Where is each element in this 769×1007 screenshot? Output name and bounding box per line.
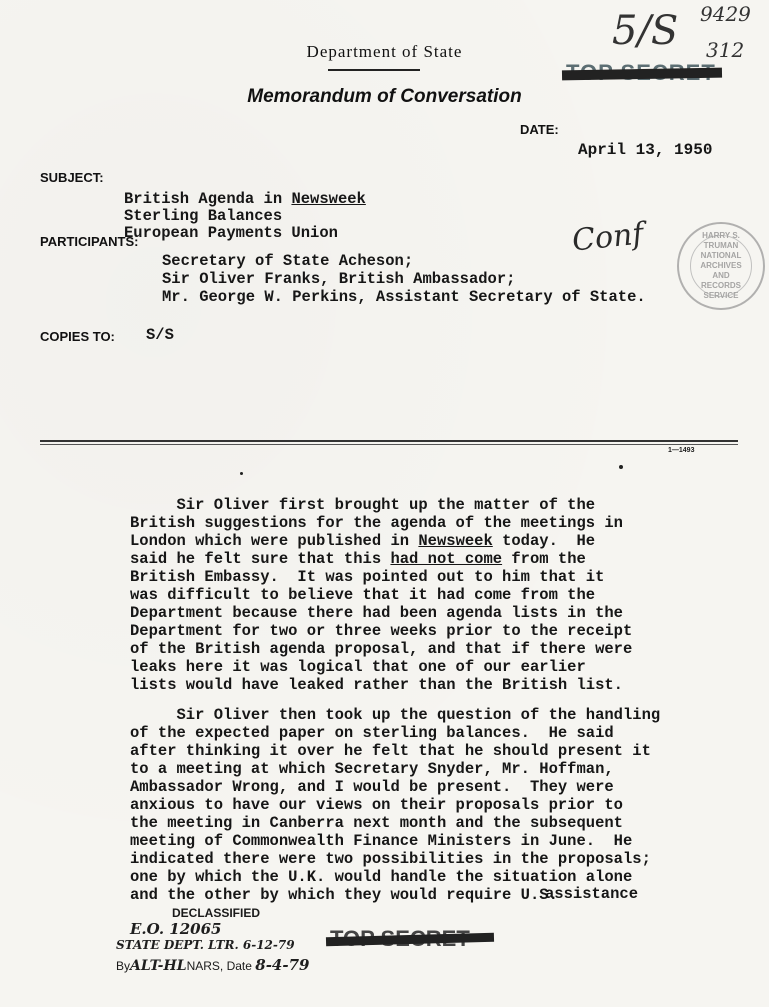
subject-underlined-text: Newsweek xyxy=(291,190,366,208)
handwritten-number: 9429 xyxy=(700,2,751,26)
form-number: 1—1493 xyxy=(668,447,695,454)
body-text: London which were published in xyxy=(130,532,419,550)
body-p2-line: Sir Oliver then took up the question of the handling xyxy=(130,706,661,724)
date-label: DATE: xyxy=(520,122,559,137)
body-p1-line: was difficult to believe that it had come from the xyxy=(130,586,596,604)
body-p2-line: of the expected paper on sterling balances. He said xyxy=(130,724,614,742)
body-text: today. He xyxy=(492,532,596,550)
body-p2-line: to a meeting at which Secretary Snyder, Mr. Hoffman, xyxy=(130,760,614,778)
stray-mark xyxy=(240,472,243,475)
stamp-text: NATIONAL xyxy=(700,251,742,260)
participant-line-3: Mr. George W. Perkins, Assistant Secretary of State. xyxy=(162,288,646,306)
declassified-title: DECLASSIFIED xyxy=(172,906,261,920)
section-divider xyxy=(40,444,738,445)
stray-mark xyxy=(619,465,623,469)
department-title: Department of State xyxy=(306,42,463,61)
subject-text: British Agenda in xyxy=(124,190,292,208)
participant-line-2: Sir Oliver Franks, British Ambassador; xyxy=(162,270,516,288)
body-p1-line: Sir Oliver first brought up the matter of the xyxy=(130,496,596,514)
declass-letter: STATE DEPT. LTR. 6-12-79 xyxy=(116,938,295,952)
declass-by-line xyxy=(116,956,309,974)
declass-date: 8-4-79 xyxy=(255,956,310,974)
continuation-word: assistance xyxy=(545,885,639,903)
declass-text: By xyxy=(116,959,131,973)
body-p2-line: Ambassador Wrong, and I would be present. They were xyxy=(130,778,614,796)
copies-to-value: S/S xyxy=(146,326,174,344)
declass-text: NARS, Date xyxy=(186,959,252,973)
archive-stamp-inner xyxy=(690,231,752,300)
body-p2-line: indicated there were two possibilities in the proposals; xyxy=(130,850,651,868)
handwritten-ss-mark: 5/S xyxy=(612,8,679,54)
body-p2-line: anxious to have our views on their proposals prior to xyxy=(130,796,623,814)
body-p2-line: and the other by which they would require U.S. xyxy=(130,886,558,904)
stamp-text: RECORDS xyxy=(700,281,741,290)
body-underlined-text: Newsweek xyxy=(418,532,493,550)
subject-line-3: European Payments Union xyxy=(124,224,338,242)
stamp-text: SERVICE xyxy=(703,291,739,300)
body-p1-line: Department because there had been agenda lists in the xyxy=(130,604,623,622)
body-underlined-text: had not come xyxy=(390,550,503,568)
copies-to-label: COPIES TO: xyxy=(40,329,115,344)
subject-line-1 xyxy=(124,191,366,209)
body-p2-line: one by which the U.K. would handle the situation alone xyxy=(130,868,633,886)
body-p1-line: Department for two or three weeks prior to the receipt xyxy=(130,622,633,640)
body-p1-line: lists would have leaked rather than the British list. xyxy=(130,676,623,694)
stamp-text: HARRY S. TRUMAN xyxy=(702,231,740,250)
declass-initials: ALT-HL xyxy=(130,958,187,974)
body-text: said he felt sure that this xyxy=(130,550,391,568)
header-rule xyxy=(328,69,420,71)
date-value: April 13, 1950 xyxy=(578,141,713,159)
subject-line-2: Sterling Balances xyxy=(124,207,283,225)
subject-label: SUBJECT: xyxy=(40,170,104,185)
body-p1-line xyxy=(130,551,586,569)
memo-title: Memorandum of Conversation xyxy=(247,86,522,107)
participants-label: PARTICIPANTS: xyxy=(40,234,139,249)
stamp-text: ARCHIVES AND xyxy=(700,261,742,280)
body-p1-line: leaks here it was logical that one of our earlier xyxy=(130,658,586,676)
body-p1-line xyxy=(130,533,595,551)
body-p2-line: after thinking it over he felt that he should present it xyxy=(130,742,651,760)
handwritten-conf: Conf xyxy=(570,216,646,259)
handwritten-number: 312 xyxy=(706,38,745,62)
body-p1-line: British suggestions for the agenda of the meetings in xyxy=(130,514,623,532)
body-text: from the xyxy=(502,550,586,568)
body-p1-line: British Embassy. It was pointed out to him that it xyxy=(130,568,605,586)
participant-line-1: Secretary of State Acheson; xyxy=(162,252,414,270)
body-p2-line: the meeting in Canberra next month and the subsequent xyxy=(130,814,623,832)
section-divider xyxy=(40,440,738,442)
declass-eo: E.O. 12065 xyxy=(130,920,222,938)
archive-stamp xyxy=(677,222,765,310)
body-p1-line: of the British agenda proposal, and that if there were xyxy=(130,640,633,658)
body-p2-line: meeting of Commonwealth Finance Ministers in June. He xyxy=(130,832,633,850)
